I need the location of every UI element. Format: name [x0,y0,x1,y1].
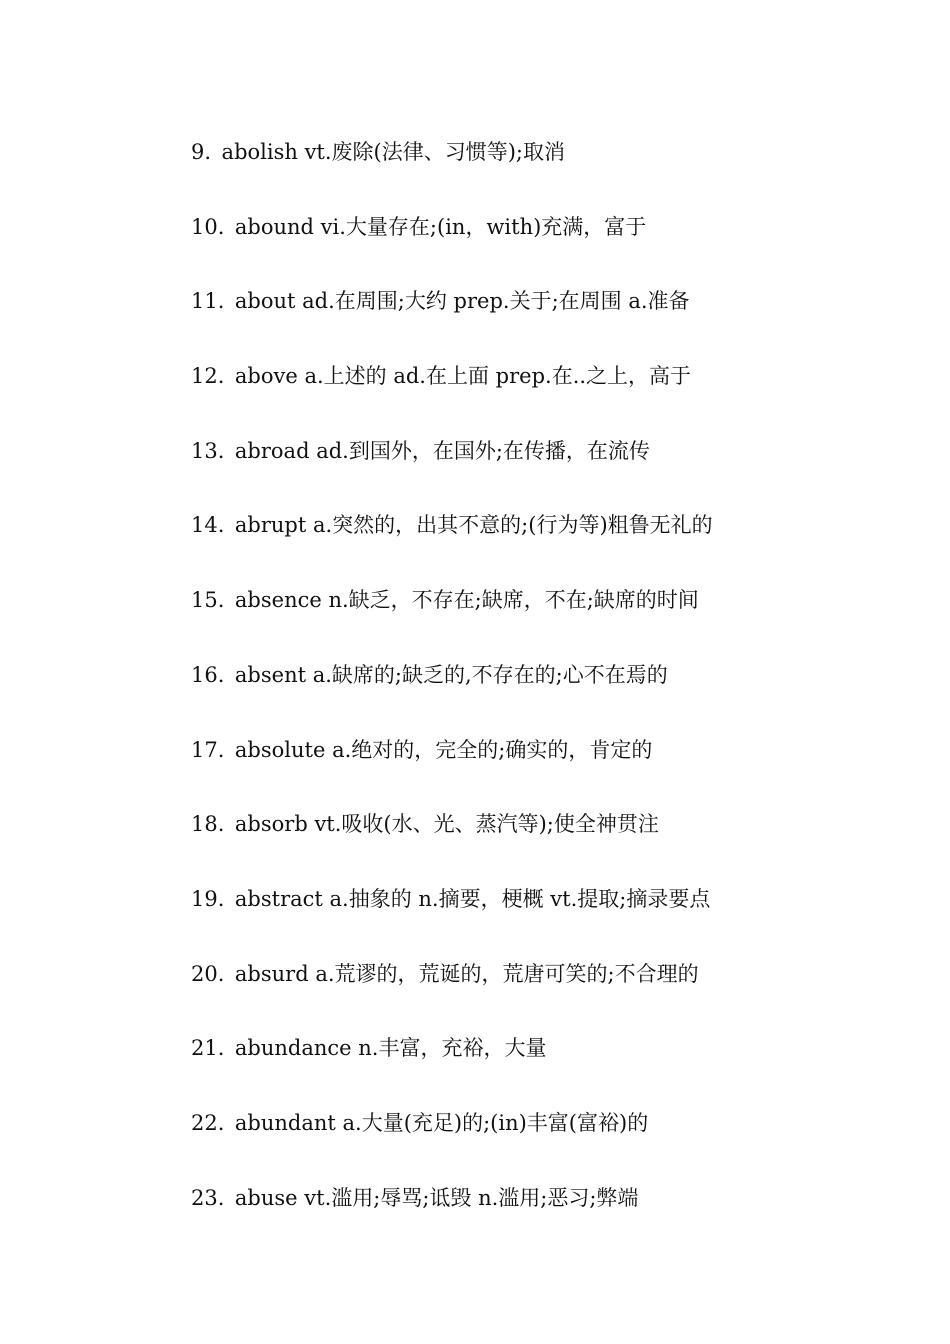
list-item [191,881,911,956]
entry-text: abundant a.大量(充足)的;(in)丰富(富裕)的 [234,1110,649,1135]
list-item [191,1030,911,1105]
list-item [191,134,911,209]
list-item [191,1180,911,1255]
entry-number: 16. [191,662,225,687]
entry-number: 9. [191,140,212,164]
entry-number: 17. [191,737,225,762]
entry-text: absolute a.绝对的，完全的;确实的，肯定的 [234,737,653,762]
entry-text: absence n.缺乏，不存在;缺席，不在;缺席的时间 [234,588,699,613]
entry-text: abundance n.丰富，充裕，大量 [234,1036,547,1061]
entry-number: 21. [191,1036,225,1061]
entry-number: 12. [191,364,225,389]
list-item [191,657,911,732]
list-item [191,358,911,433]
list-item [191,433,911,508]
entry-text: absorb vt.吸收(水、光、蒸汽等);使全神贯注 [234,812,659,837]
list-item [191,1105,911,1180]
entry-text: absurd a.荒谬的，荒诞的，荒唐可笑的;不合理的 [234,961,699,986]
entry-number: 22. [191,1110,225,1135]
list-item [191,582,911,657]
entry-text: abstract a.抽象的 n.摘要，梗概 vt.提取;摘录要点 [234,886,711,911]
entry-number: 23. [191,1185,225,1210]
entry-number: 11. [191,289,225,314]
entry-text: above a.上述的 ad.在上面 prep.在..之上，高于 [234,364,692,389]
entry-number: 18. [191,812,225,837]
vocabulary-list [191,134,911,1254]
list-item [191,507,911,582]
list-item [191,956,911,1031]
entry-number: 14. [191,513,225,538]
entry-number: 19. [191,886,225,911]
list-item [191,806,911,881]
entry-number: 20. [191,961,225,986]
entry-text: abuse vt.滥用;辱骂;诋毁 n.滥用;恶习;弊端 [234,1185,639,1210]
entry-text: abroad ad.到国外，在国外;在传播，在流传 [234,438,650,463]
entry-text: abolish vt.废除(法律、习惯等);取消 [221,140,566,164]
list-item [191,732,911,807]
entry-text: abrupt a.突然的，出其不意的;(行为等)粗鲁无礼的 [234,513,713,538]
entry-text: about ad.在周围;大约 prep.关于;在周围 a.准备 [234,289,690,314]
entry-text: absent a.缺席的;缺乏的,不存在的;心不在焉的 [234,662,668,687]
entry-number: 15. [191,588,225,613]
list-item [191,209,911,284]
entry-number: 10. [191,214,225,239]
entry-text: abound vi.大量存在;(in，with)充满，富于 [234,214,647,239]
list-item [191,283,911,358]
entry-number: 13. [191,438,225,463]
